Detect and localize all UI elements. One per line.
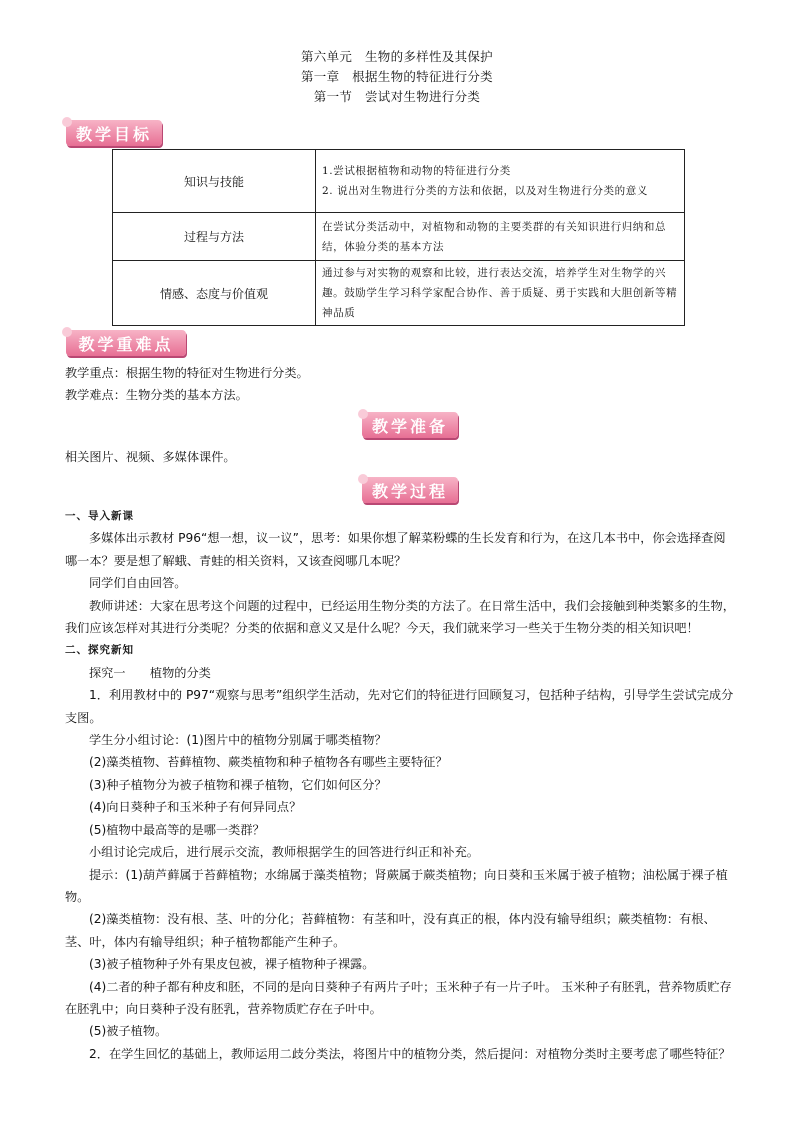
key-points-badge <box>66 330 186 356</box>
paragraph: 1．利用教材中的 P97“观察与思考”组织学生活动，先对它们的特征进行回顾复习，包括种子结构，引导学生尝试完成分支图。 <box>65 688 734 725</box>
table-row <box>113 261 685 326</box>
discussion-question: (5)植物中最高等的是哪一类群？ <box>89 822 265 837</box>
answer-hint: (4)二者的种子都有种皮和胚，不同的是向日葵种子有两片子叶；玉米种子有一片子叶。 玉米种子有胚乳，营养物质贮存在胚乳中；向日葵种子没有胚乳，营养物质贮存在子叶中。 <box>65 979 732 1016</box>
unit-title: 第六单元 生物的多样性及其保护 <box>300 49 493 64</box>
discussion-question: 学生分小组讨论：(1)图片中的植物分别属于哪类植物？ <box>89 733 387 748</box>
teaching-goals-badge <box>66 120 162 146</box>
process-section <box>65 505 735 1065</box>
preparation-badge <box>362 412 458 438</box>
paragraph: 多媒体出示教材 P96“想一想，议一议”，思考：如果你想了解菜粉蝶的生长发育和行为，在这几本书中，你会选择查阅哪一本？要是想了解蛾、青蛙的相关资料，又该查阅哪几本呢？ <box>65 531 726 568</box>
answer-hint: 提示：(1)葫芦藓属于苔藓植物；水绵属于藻类植物；肾蕨属于蕨类植物；向日葵和玉米属于被子植物；油松属于裸子植物。 <box>65 867 728 904</box>
key-points-badge-label: 教学重难点 <box>78 334 174 354</box>
preparation-section <box>65 446 735 468</box>
goal-value-process: 在尝试分类活动中，对植物和动物的主要类群的有关知识进行归纳和总结，体验分类的基本方法 <box>316 213 685 261</box>
preparation-text: 相关图片、视频、多媒体课件。 <box>65 450 236 464</box>
discussion-question: (4)向日葵种子和玉米种子有何异同点？ <box>89 800 302 815</box>
key-points-section <box>65 362 735 407</box>
discussion-question: (2)藻类植物、苔藓植物、蕨类植物和种子植物各有哪些主要特征？ <box>89 755 448 770</box>
answer-hint: (3)被子植物种子外有果皮包被，裸子植物种子裸露。 <box>89 957 375 972</box>
table-row <box>113 150 685 213</box>
paragraph: 教师讲述：大家在思考这个问题的过程中，已经运用生物分类的方法了。在日常生活中，我们会接触到种类繁多的生物，我们应该怎样对其进行分类呢？分类的依据和意义又是什么呢？今天，我们就来学习一些关于生物分类的相关知识吧！ <box>65 598 735 636</box>
goal-key-process: 过程与方法 <box>113 213 316 261</box>
answer-hint: (2)藻类植物：没有根、茎、叶的分化；苔藓植物：有茎和叶，没有真正的根，体内没有输导组织；蕨类植物：有根、茎、叶，体内有输导组织；种子植物都能产生种子。 <box>65 912 716 949</box>
explore-heading: 探究一 植物的分类 <box>89 665 211 680</box>
section-title: 第一节 尝试对生物进行分类 <box>313 89 481 104</box>
chapter-title: 第一章 根据生物的特征进行分类 <box>300 69 493 84</box>
goal-value-attitude: 通过参与对实物的观察和比较，进行表达交流，培养学生对生物学的兴趣。鼓励学生学习科学家配合协作、善于质疑、勇于实践和大胆创新等精神品质 <box>316 261 685 326</box>
section-heading-intro: 一、导入新课 <box>65 510 134 522</box>
goal-key-knowledge: 知识与技能 <box>113 150 316 213</box>
goal-value-knowledge: 1.尝试根据植物和动物的特征进行分类 2. 说出对生物进行分类的方法和依据，以及对生物进行分类的意义 <box>316 150 685 213</box>
teaching-focus: 教学重点：根据生物的特征对生物进行分类。 <box>65 366 309 380</box>
section-heading-explore: 二、探究新知 <box>65 644 134 657</box>
paragraph: 同学们自由回答。 <box>89 576 187 591</box>
title-block <box>0 47 794 107</box>
goal-key-attitude: 情感、态度与价值观 <box>113 261 316 326</box>
answer-hint: (5)被子植物。 <box>89 1024 168 1039</box>
paragraph: 2．在学生回忆的基础上，教师运用二歧分类法，将图片中的植物分类，然后提问：对植物分类时主要考虑了哪些特征？ <box>89 1046 731 1061</box>
process-badge <box>362 477 458 503</box>
discussion-question: (3)种子植物分为被子植物和裸子植物，它们如何区分？ <box>89 777 387 792</box>
process-badge-label: 教学过程 <box>372 481 449 501</box>
paragraph: 小组讨论完成后，进行展示交流，教师根据学生的回答进行纠正和补充。 <box>89 845 479 860</box>
preparation-badge-label: 教学准备 <box>372 416 449 436</box>
teaching-difficulty: 教学难点：生物分类的基本方法。 <box>65 388 248 403</box>
teaching-goals-table <box>112 149 685 326</box>
table-row <box>113 213 685 261</box>
teaching-goals-badge-label: 教学目标 <box>76 124 153 144</box>
